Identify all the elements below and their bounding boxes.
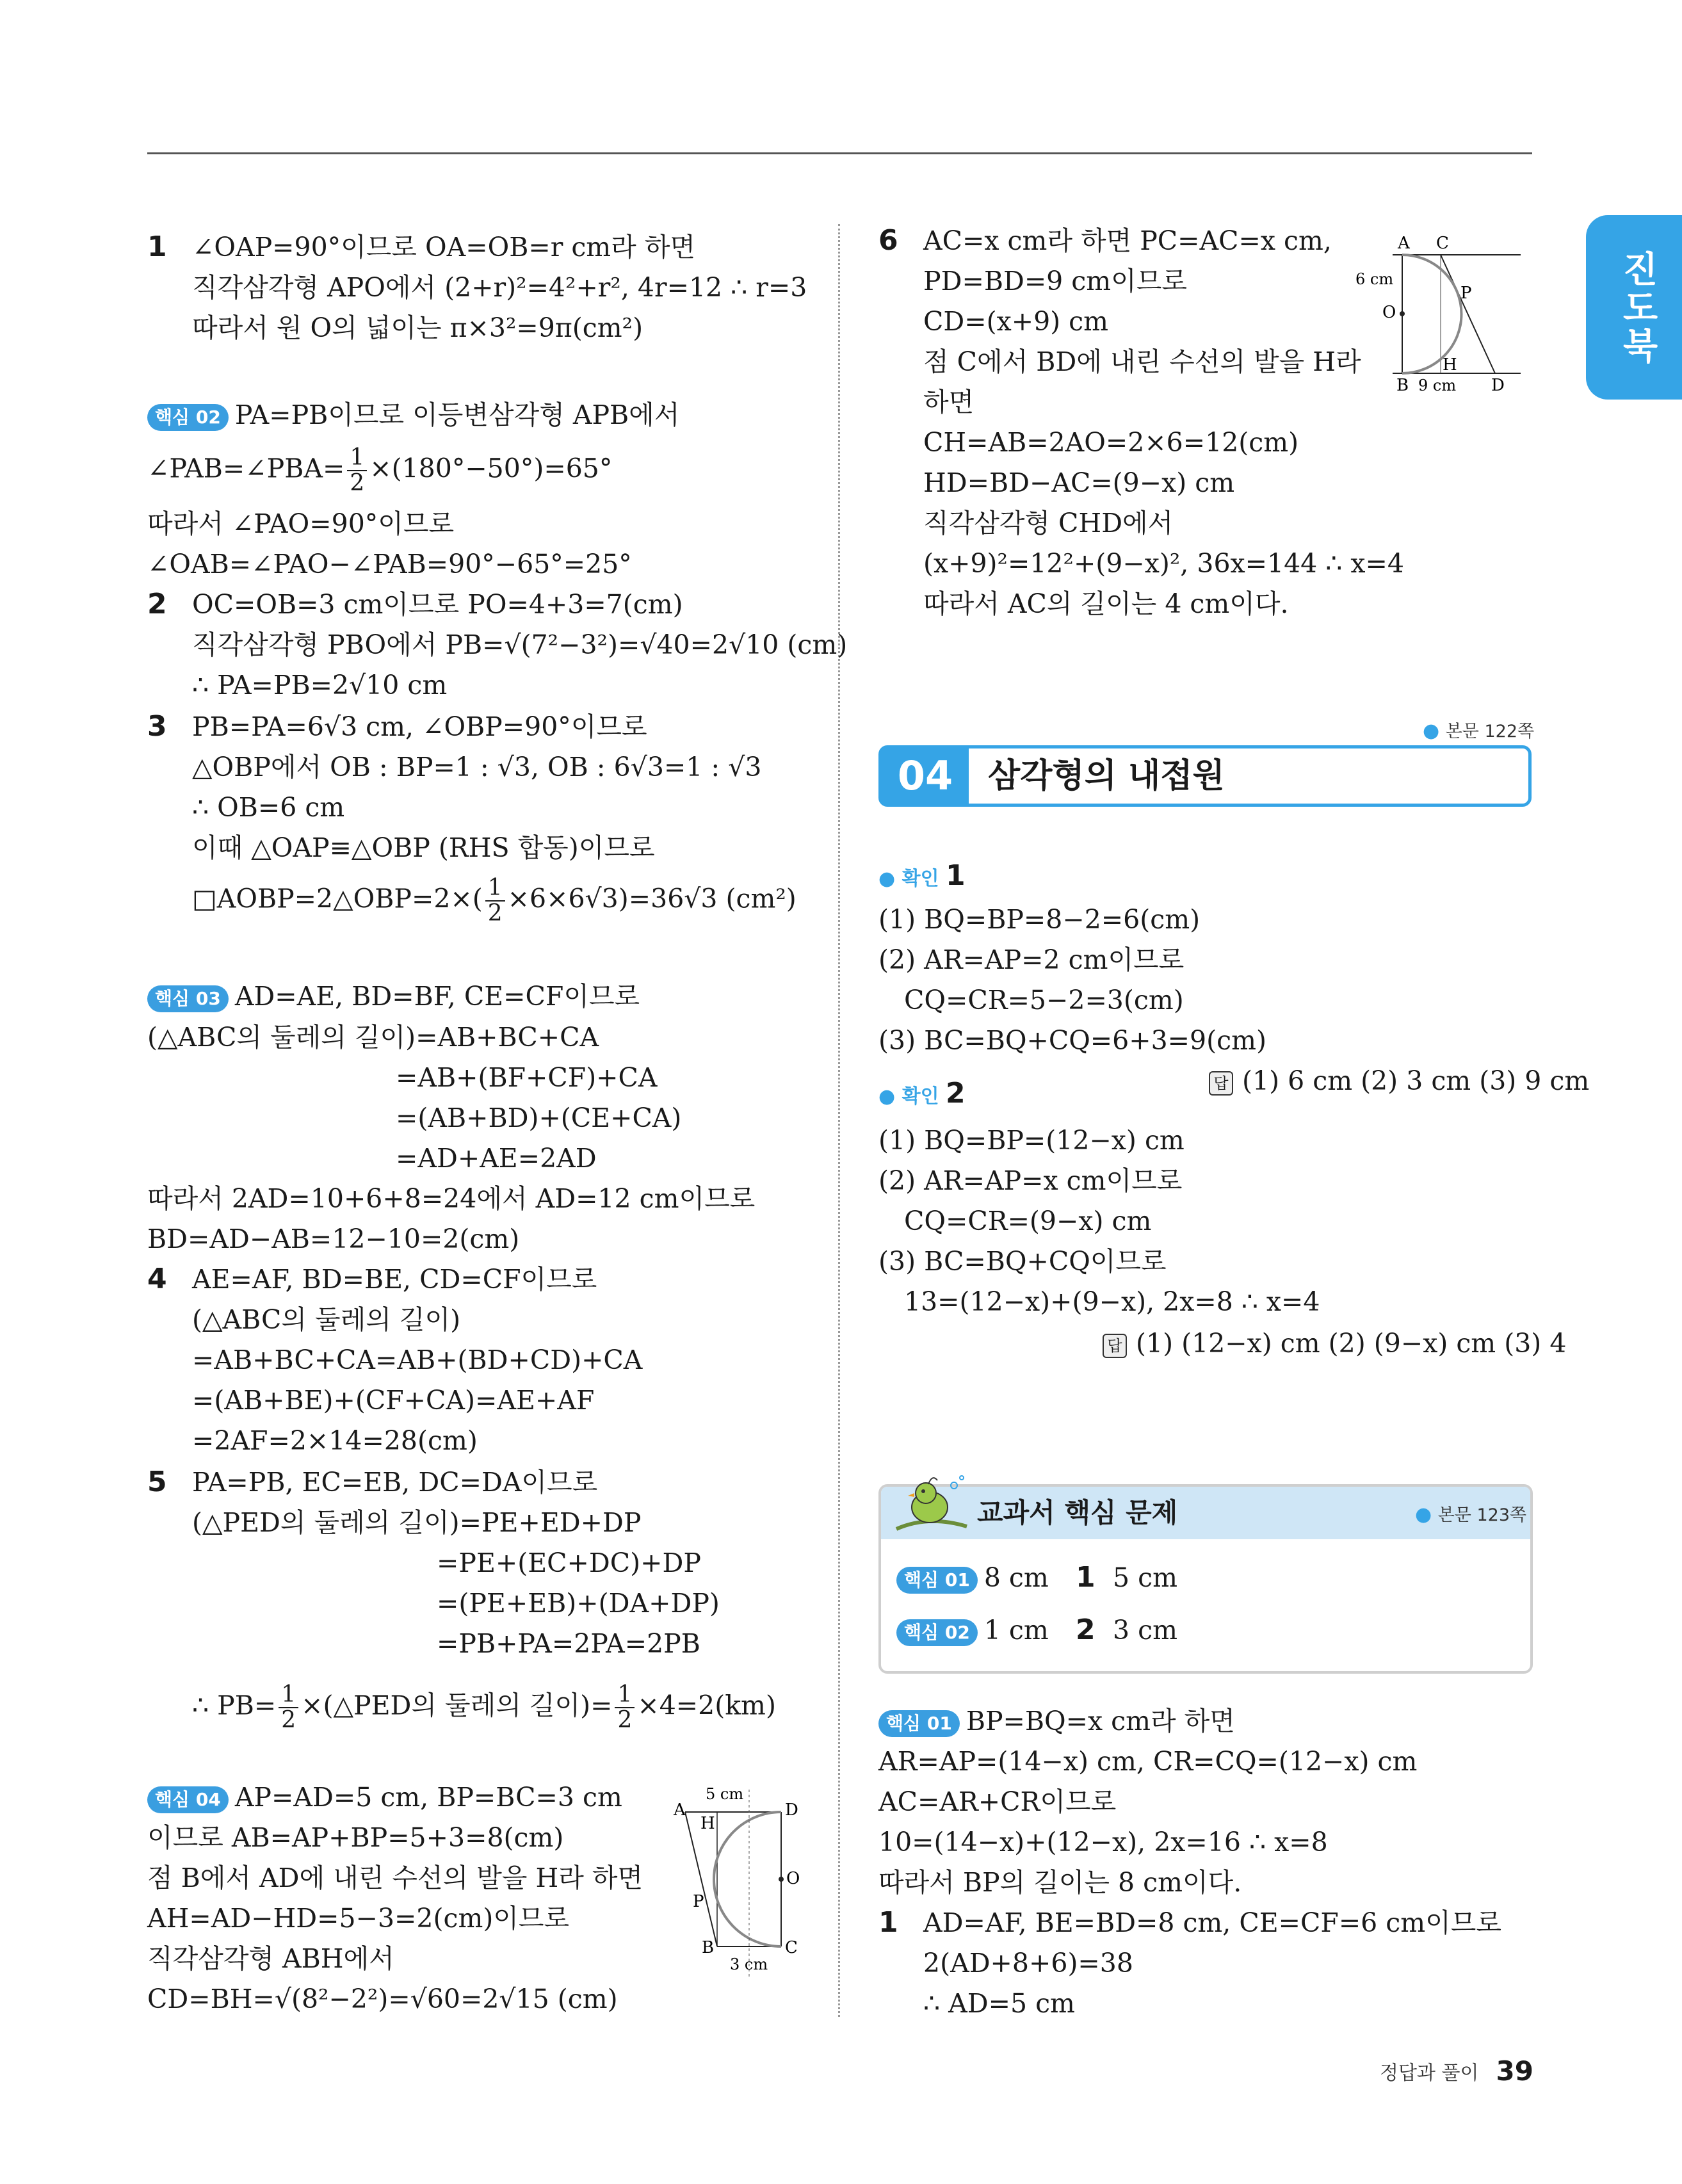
problem-4-line: =2AF=2×14=28(cm)	[192, 1425, 478, 1456]
problem-1-number: 1	[147, 231, 167, 263]
solution-1-line: ∴ AD=5 cm	[923, 1988, 1075, 2019]
answer-icon: 답	[1103, 1334, 1127, 1358]
problem-6-line: 점 C에서 BD에 내린 수선의 발을 H라	[923, 346, 1361, 377]
core-02-line: ∠OAB=∠PAO−∠PAB=90°−65°=25°	[147, 549, 632, 579]
check-1-label: ● 확인 1	[878, 859, 966, 892]
problem-5-line: =(PE+EB)+(DA+DP)	[437, 1588, 720, 1619]
problem-5-line: =PE+(EC+DC)+DP	[437, 1548, 701, 1578]
core-04-line: CD=BH=√(8²−2²)=√60=2√15 (cm)	[147, 1984, 618, 2014]
core-04-line: 이므로 AB=AP+BP=5+3=8(cm)	[147, 1822, 564, 1853]
fig-label-C: C	[1436, 234, 1449, 253]
core-row-1-value: 5 cm	[1113, 1562, 1177, 1593]
answer-icon: 답	[1209, 1071, 1233, 1096]
fig-label-H: H	[1443, 355, 1457, 375]
problem-5-line: =PB+PA=2PA=2PB	[437, 1628, 700, 1659]
page-reference: ● 본문 122쪽	[1423, 720, 1535, 742]
problem-5-number: 5	[147, 1466, 167, 1498]
problem-4-line: =(AB+BE)+(CF+CA)=AE+AF	[192, 1385, 595, 1416]
problem-3-line: △OBP에서 OB : BP=1 : √3, OB : 6√3=1 : √3	[192, 752, 762, 782]
problem-2-line: 직각삼각형 PBO에서 PB=√(7²−3²)=√40=2√10 (cm)	[192, 629, 848, 660]
problem-3-line: 이때 △OAP≡△OBP (RHS 합동)이므로	[192, 832, 655, 863]
figure-semicircle-trapezoid	[659, 1786, 807, 1985]
solution-1-line: AD=AF, BE=BD=8 cm, CE=CF=6 cm이므로	[923, 1907, 1501, 1938]
core-row-1: 핵심 01 8 cm	[896, 1561, 1049, 1594]
fig-label-O: O	[786, 1869, 800, 1888]
core-02-line: 따라서 ∠PAO=90°이므로	[147, 508, 455, 539]
section-number: 04	[882, 748, 969, 804]
check-1-line: CQ=CR=5−2=3(cm)	[904, 985, 1184, 1015]
problem-6-line: CH=AB=2AO=2×6=12(cm)	[923, 427, 1299, 458]
section-title: 삼각형의 내접원	[988, 757, 1225, 795]
footer-label: 정답과 풀이	[1380, 2062, 1479, 2085]
problem-6-line: PD=BD=9 cm이므로	[923, 266, 1187, 296]
fig-label-P: P	[1460, 284, 1472, 303]
problem-1-line: 직각삼각형 APO에서 (2+r)²=4²+r², 4r=12 ∴ r=3	[192, 272, 807, 303]
check-2-line: (1) BQ=BP=(12−x) cm	[878, 1125, 1185, 1156]
problem-4-line: AE=AF, BD=BE, CD=CF이므로	[192, 1264, 597, 1295]
core-03-line: (△ABC의 둘레의 길이)=AB+BC+CA	[147, 1022, 599, 1053]
core-04-line: 직각삼각형 ABH에서	[147, 1943, 394, 1974]
fig-label-A: A	[674, 1800, 686, 1820]
core-03-line: =AD+AE=2AD	[396, 1143, 597, 1174]
fig-label-D: D	[1491, 376, 1505, 395]
solution-1-number: 1	[878, 1906, 898, 1939]
problem-5-line: PA=PB, EC=EB, DC=DA이므로	[192, 1467, 598, 1498]
problem-5-line: (△PED의 둘레의 길이)=PE+ED+DP	[192, 1507, 642, 1538]
core-02-line: 핵심 02 PA=PB이므로 이등변삼각형 APB에서	[147, 398, 679, 432]
problem-6-line: 따라서 AC의 길이는 4 cm이다.	[923, 588, 1289, 619]
core-03-line: =AB+(BF+CF)+CA	[396, 1062, 658, 1093]
check-2-label: ● 확인 2	[878, 1077, 966, 1110]
page-reference: ● 본문 123쪽	[1415, 1503, 1527, 1526]
problem-4-line: (△ABC의 둘레의 길이)	[192, 1304, 461, 1335]
problem-5-line: ∴ PB= $\frac{1}{2}$ ×(△PED의 둘레의 길이)= $\frac{1}{2}$ ×4=2(km)	[192, 1681, 776, 1733]
page-number: 39	[1496, 2055, 1533, 2087]
core-problems-header	[881, 1487, 1530, 1539]
core-04-pill: 핵심 04	[147, 1786, 229, 1813]
problem-4-line: =AB+BC+CA=AB+(BD+CD)+CA	[192, 1345, 643, 1375]
problem-2-line: ∴ PA=PB=2√10 cm	[192, 670, 448, 700]
problem-2-number: 2	[147, 588, 167, 620]
check-1-line: (2) AR=AP=2 cm이므로	[878, 944, 1185, 975]
core-04-line: AH=AD−HD=5−3=2(cm)이므로	[147, 1903, 570, 1934]
fig-label-bottom-length: 3 cm	[730, 1955, 768, 1973]
fraction: $\frac{1}{2}$	[279, 1683, 298, 1733]
check-1-line: (1) BQ=BP=8−2=6(cm)	[878, 904, 1201, 935]
core-02-pill: 핵심 02	[896, 1619, 978, 1646]
problem-6-number: 6	[878, 224, 898, 257]
fig-label-H: H	[700, 1814, 715, 1833]
fig-label-B: B	[1396, 376, 1409, 395]
figure-semicircle-tangent	[1354, 229, 1533, 402]
check-2-line: CQ=CR=(9−x) cm	[904, 1206, 1152, 1236]
fraction: $\frac{1}{2}$	[485, 876, 505, 926]
solution-01-line: 10=(14−x)+(12−x), 2x=16 ∴ x=8	[878, 1827, 1328, 1857]
solution-01-line: 따라서 BP의 길이는 8 cm이다.	[878, 1867, 1242, 1898]
core-03-line: 따라서 2AD=10+6+8=24에서 AD=12 cm이므로	[147, 1183, 756, 1214]
core-04-line: 핵심 04 AP=AD=5 cm, BP=BC=3 cm	[147, 1781, 622, 1814]
problem-3-line: □AOBP=2△OBP=2×( $\frac{1}{2}$ ×6×6√3)=36√3 (cm²)	[192, 875, 797, 926]
side-tab-label: 진도북	[1617, 250, 1658, 366]
fig-label-A: A	[1398, 234, 1410, 253]
bird-icon	[890, 1470, 973, 1541]
fig-label-left-length: 6 cm	[1355, 270, 1394, 288]
fig-label-B: B	[702, 1938, 715, 1957]
problem-1-line: ∠OAP=90°이므로 OA=OB=r cm라 하면	[192, 232, 696, 263]
check-2-line: (2) AR=AP=x cm이므로	[878, 1165, 1183, 1196]
fig-label-O: O	[1382, 303, 1396, 322]
fig-label-C: C	[785, 1938, 798, 1957]
problem-6-line: CD=(x+9) cm	[923, 306, 1109, 337]
check-2-answer: 답 (1) (12−x) cm (2) (9−x) cm (3) 4	[1103, 1327, 1566, 1360]
core-02-line: ∠PAB=∠PBA= $\frac{1}{2}$ ×(180°−50°)=65°	[147, 444, 613, 496]
check-1-answer: 답 (1) 6 cm (2) 3 cm (3) 9 cm	[1209, 1064, 1589, 1097]
core-02-pill: 핵심 02	[147, 404, 229, 431]
fig-label-bottom-length: 9 cm	[1418, 376, 1457, 394]
problem-6-line: HD=BD−AC=(9−x) cm	[923, 467, 1235, 498]
solution-01-line: 핵심 01 BP=BQ=x cm라 하면	[878, 1704, 1235, 1738]
problem-3-line: PB=PA=6√3 cm, ∠OBP=90°이므로	[192, 711, 647, 742]
problem-6-line: AC=x cm라 하면 PC=AC=x cm,	[923, 225, 1332, 256]
section-header	[878, 745, 1532, 807]
check-2-line: (3) BC=BQ+CQ이므로	[878, 1246, 1167, 1277]
core-03-line: 핵심 03 AD=AE, BD=BF, CE=CF이므로	[147, 980, 640, 1013]
fig-label-top-length: 5 cm	[706, 1786, 744, 1803]
problem-3-line: ∴ OB=6 cm	[192, 792, 345, 823]
solution-01-line: AC=AR+CR이므로	[878, 1786, 1117, 1817]
core-03-line: BD=AD−AB=12−10=2(cm)	[147, 1224, 520, 1254]
problem-3-number: 3	[147, 710, 167, 743]
core-row-2-value: 3 cm	[1113, 1615, 1177, 1646]
page-footer	[1380, 2055, 1533, 2087]
core-04-line: 점 B에서 AD에 내린 수선의 발을 H라 하면	[147, 1863, 643, 1893]
core-row-2: 핵심 02 1 cm	[896, 1614, 1049, 1647]
side-tab[interactable]	[1586, 215, 1682, 400]
top-rule	[147, 152, 1532, 154]
check-2-line: 13=(12−x)+(9−x), 2x=8 ∴ x=4	[904, 1286, 1320, 1317]
fig-label-P: P	[693, 1892, 704, 1911]
problem-6-line: 직각삼각형 CHD에서	[923, 508, 1174, 538]
core-problems-box	[878, 1484, 1533, 1674]
core-row-2-number: 2	[1076, 1614, 1096, 1646]
problem-6-line: 하면	[923, 387, 974, 417]
core-row-1-number: 1	[1076, 1561, 1096, 1594]
problem-2-line: OC=OB=3 cm이므로 PO=4+3=7(cm)	[192, 589, 683, 620]
core-problems-title: 교과서 핵심 문제	[977, 1497, 1178, 1528]
problem-4-number: 4	[147, 1263, 167, 1295]
problem-1-line: 따라서 원 O의 넓이는 π×3²=9π(cm²)	[192, 312, 643, 343]
problem-6-line: (x+9)²=12²+(9−x)², 36x=144 ∴ x=4	[923, 548, 1404, 579]
check-1-line: (3) BC=BQ+CQ=6+3=9(cm)	[878, 1025, 1266, 1056]
solution-1-line: 2(AD+8+6)=38	[923, 1948, 1133, 1978]
solution-01-line: AR=AP=(14−x) cm, CR=CQ=(12−x) cm	[878, 1746, 1418, 1777]
core-01-pill: 핵심 01	[878, 1710, 960, 1737]
column-divider	[838, 224, 840, 2017]
core-03-line: =(AB+BD)+(CE+CA)	[396, 1103, 682, 1133]
core-01-pill: 핵심 01	[896, 1567, 978, 1594]
fig-label-D: D	[785, 1800, 798, 1820]
core-03-pill: 핵심 03	[147, 985, 229, 1012]
fraction: $\frac{1}{2}$	[615, 1683, 635, 1733]
fraction: $\frac{1}{2}$	[347, 446, 367, 496]
